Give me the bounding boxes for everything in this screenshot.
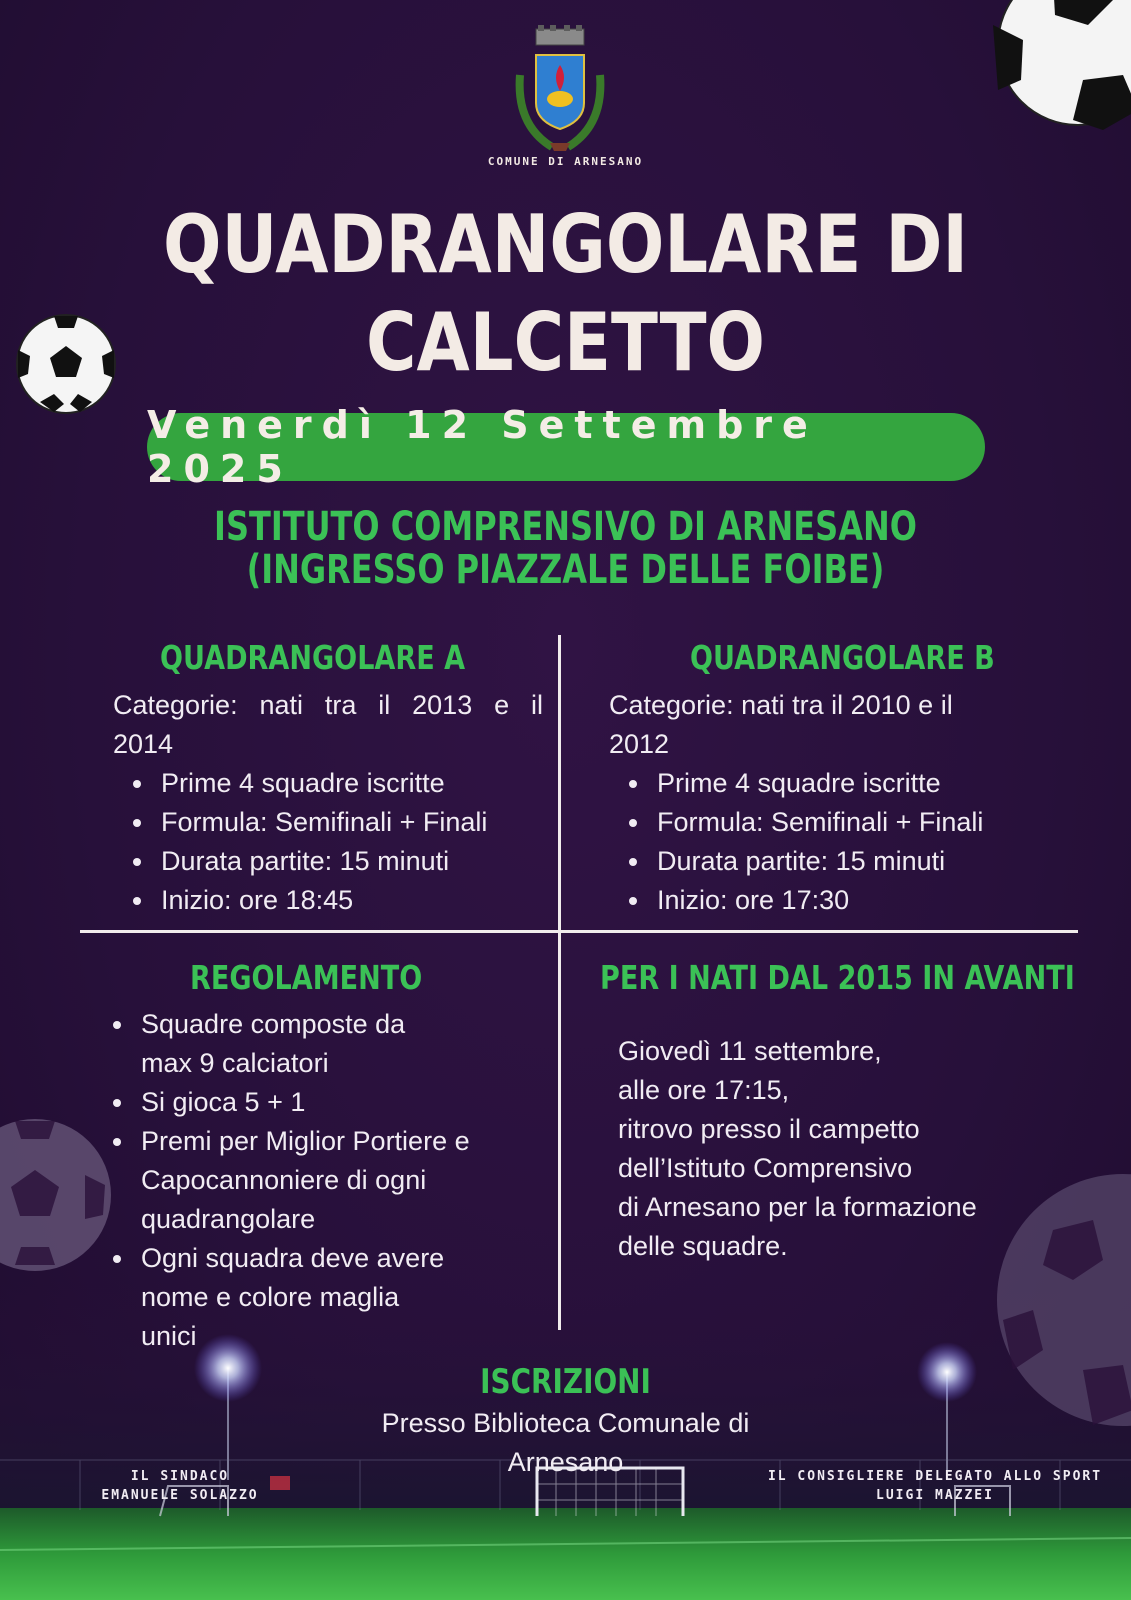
quad-b-category-line-2: 2012 [609, 729, 670, 759]
iscrizioni-line-2: Arnesano [507, 1447, 624, 1477]
iscrizioni-line-1: Presso Biblioteca Comunale di [381, 1408, 750, 1438]
list-item [93, 1005, 533, 1083]
list-item-line: Capocannoniere di ogni [141, 1165, 427, 1195]
text-line: delle squadre. [618, 1231, 788, 1261]
quad-b-category-line-1: Categorie: nati tra il 2010 e il [609, 690, 953, 720]
municipality-name: COMUNE DI ARNESANO [487, 155, 644, 168]
vertical-divider [558, 635, 561, 1330]
quad-b-list [609, 764, 1069, 920]
list-item-line: unici [141, 1321, 197, 1351]
list-item: Prime 4 squadre iscritte [113, 764, 553, 803]
list-item: Durata partite: 15 minuti [113, 842, 553, 881]
list-item: Inizio: ore 17:30 [609, 881, 1069, 920]
text-line: Giovedì 11 settembre, [618, 1036, 882, 1066]
quad-b-heading: QUADRANGOLARE B [690, 638, 995, 677]
nati-2015-heading: PER I NATI DAL 2015 IN AVANTI [600, 958, 1075, 997]
list-item-line: Premi per Miglior Portiere e [141, 1126, 470, 1156]
list-item-line: Squadre composte da [141, 1009, 406, 1039]
signature-right [760, 1467, 1110, 1505]
list-item-line: nome e colore maglia [141, 1282, 400, 1312]
list-item [93, 1239, 533, 1356]
nati-2015-text [618, 1032, 1068, 1266]
date-banner [147, 403, 985, 491]
venue-line-2: (INGRESSO PIAZZALE DELLE FOIBE) [246, 547, 885, 593]
municipal-crest-icon [510, 25, 610, 155]
list-item-line: quadrangolare [141, 1204, 316, 1234]
venue-line-1: ISTITUTO COMPRENSIVO DI ARNESANO [214, 504, 917, 550]
horizontal-divider [80, 930, 1078, 933]
regolamento-heading: REGOLAMENTO [190, 958, 423, 997]
list-item: Inizio: ore 18:45 [113, 881, 553, 920]
list-item-line: max 9 calciatori [141, 1048, 329, 1078]
quad-a-heading: QUADRANGOLARE A [160, 638, 466, 677]
text-line: di Arnesano per la formazione [618, 1192, 977, 1222]
signature-left-name: EMANUELE SOLAZZO [101, 1488, 259, 1503]
text-line: alle ore 17:15, [618, 1075, 790, 1105]
list-item: Formula: Semifinali + Finali [113, 803, 553, 842]
signature-left-role: IL SINDACO [130, 1469, 230, 1484]
list-item-line: Ogni squadra deve avere [141, 1243, 445, 1273]
list-item: Durata partite: 15 minuti [609, 842, 1069, 881]
quad-b-category [609, 686, 1049, 764]
text-line: ritrovo presso il campetto [618, 1114, 920, 1144]
signature-left [80, 1467, 280, 1505]
list-item: Prime 4 squadre iscritte [609, 764, 1069, 803]
event-date: Venerdì 12 Settembre 2025 [147, 403, 818, 491]
list-item [93, 1122, 533, 1239]
quad-a-category [113, 686, 543, 764]
signature-right-name: LUIGI MAZZEI [876, 1488, 994, 1503]
text-line: dell’Istituto Comprensivo [618, 1153, 913, 1183]
iscrizioni-heading: ISCRIZIONI [480, 1362, 651, 1402]
quad-a-list [113, 764, 553, 920]
title-line-1: QUADRANGOLARE DI [162, 198, 969, 291]
quad-a-category-line-2: 2014 [113, 729, 174, 759]
title-line-2: CALCETTO [365, 296, 765, 389]
soccer-ball-icon [993, 0, 1131, 130]
list-item-line: Si gioca 5 + 1 [141, 1087, 306, 1117]
regolamento-list [93, 1005, 533, 1356]
list-item [93, 1083, 533, 1122]
quad-a-category-line-1: Categorie: nati tra il 2013 e il [113, 690, 543, 720]
list-item: Formula: Semifinali + Finali [609, 803, 1069, 842]
signature-right-role: IL CONSIGLIERE DELEGATO ALLO SPORT [767, 1469, 1103, 1484]
